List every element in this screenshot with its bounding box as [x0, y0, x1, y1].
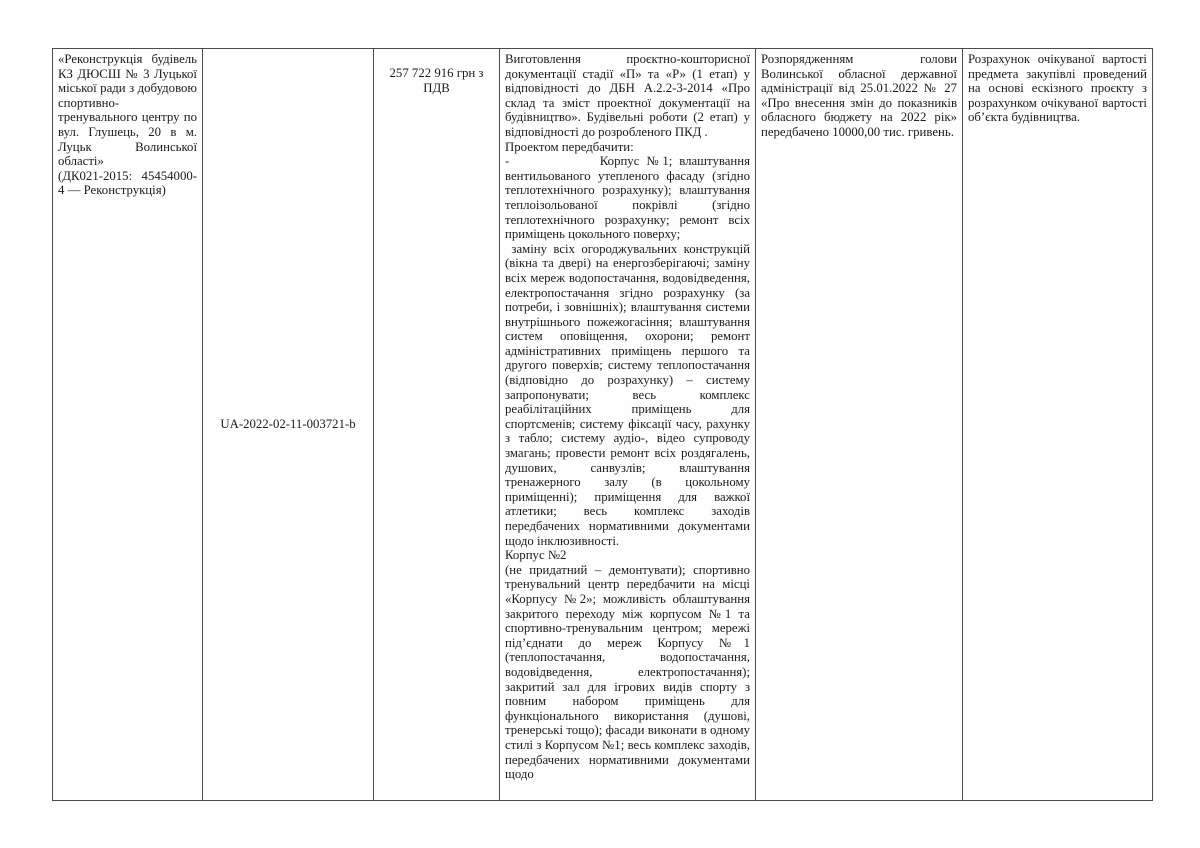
funding-source-text: Розпорядженням голови Волинської обласної державної адміністрації від 25.01.2022 № 27 «Про внесення змін до показників обласного бюджету на 2022 рік» передбачено 10000,00 тис. гривень. [761, 52, 957, 139]
description-paragraph: Виготовлення проєктно-кошторисної документації стадії «П» та «Р» (1 етап) у відповідності до ДБН А.2.2-3-2014 «Про склад та зміст проектної документації на будівництво». Будівельні роботи (2 етап) у відповідності до розробленого ПКД . [505, 52, 750, 139]
description-paragraph: - Корпус №1; влаштування вентильованого утепленого фасаду (згідно теплотехнічного розрахунку); влаштування теплоізольованої покрівлі (згідно теплотехнічного розрахунку; ремонт всіх приміщень цокольного поверху; [505, 154, 750, 242]
cell-procurement-description [500, 49, 756, 800]
cell-object-name [53, 49, 203, 800]
description-paragraph: Проектом передбачити: [505, 139, 634, 154]
cell-tender-id [203, 49, 374, 800]
cell-valuation-method [963, 49, 1152, 800]
cell-funding-source [756, 49, 963, 800]
procurement-table [52, 48, 1153, 801]
object-classification-code: (ДК021-2015: 45454000-4 — Реконструкція) [58, 168, 197, 198]
cell-expected-value [374, 49, 500, 800]
description-paragraph: заміну всіх огороджувальних конструкцій (вікна та двері) на енергозберігаючі; заміну всіх мереж водопостачання, водовідведення, електропостачання згідно розрахунку (за потреби, і зовнішніх); влаштування системи внутрішнього пожежогасіння; влаштування систем оповіщення, охорони; ремонт адміністративних приміщень першого та другого поверхів; систему теплопостачання (відповідно до розрахунку) – систему запропонувати; весь комплекс реабілітаційних приміщень для спортсменів; систему фіксації часу, рахунку з табло; систему аудіо-, відео супроводу змагань; провести ремонт всіх роздягалень, душових, санвузлів; влаштування тренажерного залу (в цокольному приміщенні); приміщення для важкої атлетики; весь комплекс заходів передбачених нормативними документами щодо інклюзивності. [505, 241, 750, 548]
tender-id: UA-2022-02-11-003721-b [220, 417, 356, 432]
description-paragraph: Корпус №2 [505, 548, 567, 563]
description-paragraph: (не придатний – демонтувати); спортивно тренувальний центр передбачити на місці «Корпусу №2»; можливість облаштування закритого переходу між корпусом №1 та спортивно-тренувальним центром; мережі під’єднати до мереж Корпусу №1 (теплопостачання, водопостачання, водовідведення, електропостачання); закритий зал для ігрових видів спорту з повним набором приміщень для функціонального використання (душові, тренерські тощо); фасади виконати в одному стилі з Корпусом №1; весь комплекс заходів, передбачених нормативними документами щодо [505, 562, 750, 782]
object-name: «Реконструкція будівель КЗ ДЮСШ № 3 Луцької міської ради з добудовою спортивно-тренувального центру по вул. Глушець, 20 в м. Луцьк Волинської області» [58, 52, 197, 169]
expected-value: 257 722 916 грн з ПДВ [389, 66, 484, 95]
valuation-method-text: Розрахунок очікуваної вартості предмета закупівлі проведений на основі ескізного проєкту з розрахунком очікуваної вартості об’єкта будівництва. [968, 52, 1147, 125]
